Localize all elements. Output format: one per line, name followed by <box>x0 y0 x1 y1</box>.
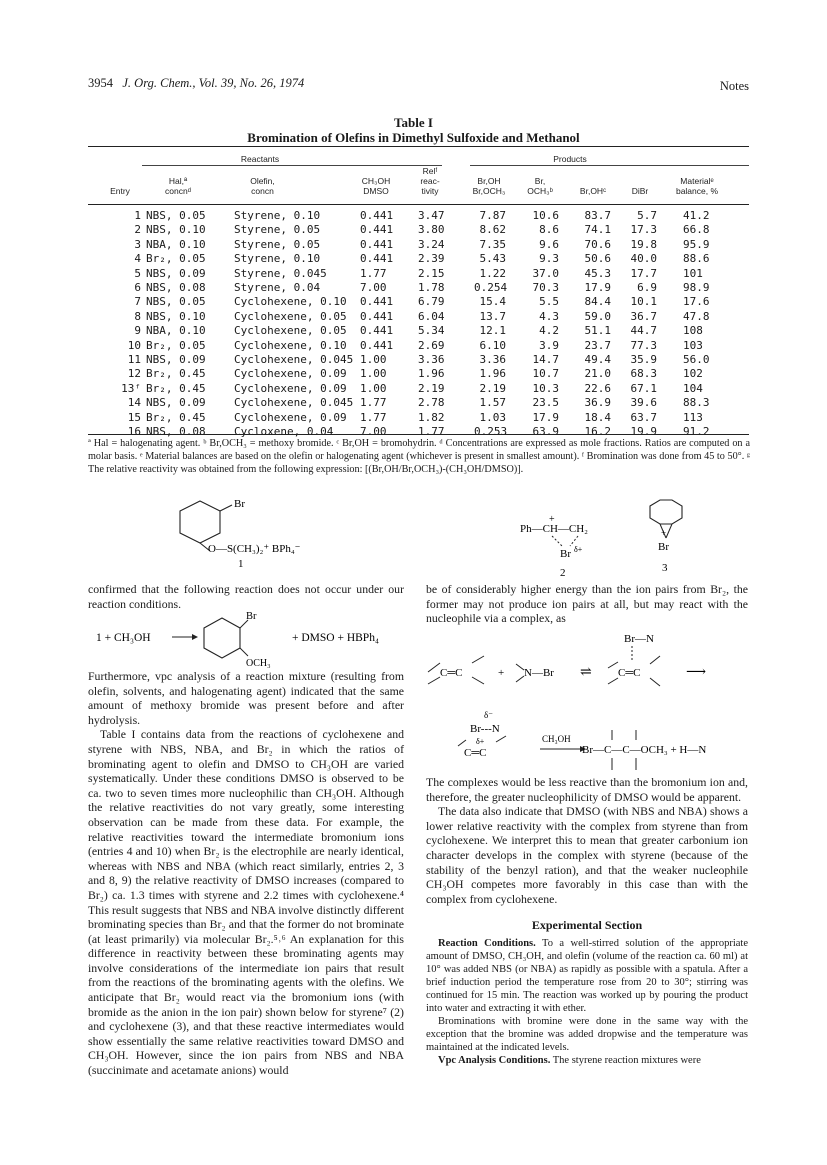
cell-entry: 15 <box>127 410 141 424</box>
cell-broh: 74.1 <box>584 223 611 237</box>
cell-mat: 102 <box>683 367 703 381</box>
cell-olefin: Styrene, 0.10 <box>234 209 321 222</box>
s2-delta: δ+ <box>574 545 583 554</box>
cell-brochh: 3.9 <box>539 338 559 352</box>
cell-dibr: 6.9 <box>637 281 657 294</box>
cell-broh: 21.0 <box>584 367 611 381</box>
cell-entry: 7 <box>134 295 141 309</box>
cell-entry: 16 <box>127 425 141 438</box>
cell-hal: Br₂, 0.45 <box>146 381 206 395</box>
table-row <box>88 252 749 266</box>
cell-hal: Br₂, 0.45 <box>146 367 206 381</box>
cell-hal: NBS, 0.05 <box>146 295 206 309</box>
cell-ch3oh: 7.00 <box>360 281 387 294</box>
cell-ch3oh: 1.77 <box>360 266 387 280</box>
cell-olefin: Cyclohexene, 0.09 <box>234 410 347 424</box>
cell-broh: 22.6 <box>584 381 611 395</box>
cell-olefin: Cyclohexene, 0.05 <box>234 309 347 323</box>
structure-3 <box>640 496 690 578</box>
cell-olefin: Cycloxene, 0.04 <box>234 425 334 438</box>
cell-mat: 98.9 <box>683 281 710 294</box>
cell-mat: 91.2 <box>683 425 710 438</box>
cell-dibr: 44.7 <box>630 324 657 338</box>
cell-brochh: 17.9 <box>532 410 559 424</box>
cell-olefin: Styrene, 0.04 <box>234 281 321 294</box>
reaction-scheme <box>428 632 748 782</box>
cell-mat: 113 <box>683 410 703 424</box>
col-dibr: DiBr <box>631 186 649 196</box>
cell-broh-ratio: 13.7 <box>479 309 506 323</box>
cell-rel: 3.36 <box>418 353 445 366</box>
group-reactants: Reactants <box>240 154 280 164</box>
cell-entry: 1 <box>134 209 141 222</box>
scheme-brn: Br—N <box>624 633 654 645</box>
cell-entry: 12 <box>127 367 141 381</box>
cell-olefin: Styrene, 0.045 <box>234 266 327 280</box>
scheme-olefin-2: C═C <box>464 747 487 759</box>
cell-rel: 6.79 <box>418 295 445 309</box>
cell-hal: NBS, 0.05 <box>146 209 206 222</box>
left-column-body <box>88 669 404 1078</box>
table-caption: Bromination of Olefins in Dimethyl Sulfoxide and Methanol <box>247 130 580 145</box>
scheme-ch3oh: CH₃OH <box>542 734 571 744</box>
cell-rel: 1.96 <box>418 367 445 381</box>
structure-2 <box>520 512 630 582</box>
section-label: Notes <box>719 79 749 93</box>
left-column <box>88 582 404 611</box>
cell-dibr: 36.7 <box>630 309 657 323</box>
table-row <box>88 353 749 367</box>
cell-broh: 70.6 <box>584 237 611 251</box>
right-column <box>426 582 748 626</box>
cell-entry: 11 <box>127 353 141 366</box>
cell-broh-ratio: 8.62 <box>479 223 506 237</box>
cell-hal: NBS, 0.09 <box>146 266 206 280</box>
cell-broh-ratio: 15.4 <box>479 295 506 309</box>
cell-broh-ratio: 2.19 <box>479 381 506 395</box>
cell-entry: 3 <box>134 237 141 251</box>
table-title <box>0 115 827 145</box>
s2-br: Br <box>560 548 571 560</box>
cell-entry: 6 <box>134 281 141 294</box>
structure-1 <box>160 496 320 576</box>
cell-dibr: 10.1 <box>630 295 657 309</box>
cell-brochh: 14.7 <box>532 353 559 366</box>
cell-olefin: Styrene, 0.05 <box>234 223 321 237</box>
col-olefin: Olefin, concn <box>250 176 275 196</box>
cell-dibr: 19.9 <box>630 425 657 438</box>
table-row <box>88 339 749 353</box>
left-para-2: Furthermore, vpc analysis of a reaction mixture (resulting from olefin, solvents, and halogenating agent) indicated that the same amount of methoxy bromide was present before and after hydrolysis. <box>88 669 404 727</box>
table-row <box>88 267 749 281</box>
cell-ch3oh: 1.77 <box>360 410 387 424</box>
cell-broh-ratio: 3.36 <box>479 353 506 366</box>
cell-dibr: 77.3 <box>630 338 657 352</box>
cell-mat: 103 <box>683 338 703 352</box>
cell-entry: 10 <box>127 338 141 352</box>
scheme-nbr: N—Br <box>524 667 554 679</box>
cell-broh: 23.7 <box>584 338 611 352</box>
cell-brochh: 70.3 <box>532 281 559 294</box>
running-header <box>88 76 304 91</box>
bromine-conditions-para: Brominations with bromine were done in the same way with the exception that the bromine was added dropwise and the temperature was maintained at the indicated levels. <box>426 1015 748 1053</box>
cell-broh-ratio: 0.253 <box>474 425 508 438</box>
cell-mat: 95.9 <box>683 237 710 251</box>
s2-plus: + <box>549 514 555 525</box>
cell-broh: 45.3 <box>584 266 611 280</box>
left-para-1: confirmed that the following reaction does not occur under our reaction conditions. <box>88 582 404 611</box>
cell-dibr: 68.3 <box>630 367 657 381</box>
cell-hal: NBS, 0.09 <box>146 396 206 410</box>
table-number: Table I <box>394 115 433 130</box>
cell-brochh: 4.2 <box>539 324 559 338</box>
cell-dibr: 63.7 <box>630 410 657 424</box>
table-row <box>88 209 749 223</box>
cell-mat: 56.0 <box>683 353 710 366</box>
cell-brochh: 23.5 <box>532 396 559 410</box>
cell-entry: 8 <box>134 309 141 323</box>
cell-rel: 3.24 <box>418 237 445 251</box>
cell-broh-ratio: 12.1 <box>479 324 506 338</box>
s2-chain: Ph—CH—CH₂ <box>520 523 589 535</box>
scheme-olefin-complex: C═C <box>618 667 641 679</box>
cell-broh-ratio: 7.87 <box>479 209 506 222</box>
col-hal: Hal,ª concnᵈ <box>165 176 191 196</box>
table-row <box>88 310 749 324</box>
cell-brochh: 4.3 <box>539 309 559 323</box>
cell-entry: 14 <box>127 396 141 410</box>
cell-hal: NBA, 0.10 <box>146 237 206 251</box>
cell-olefin: Styrene, 0.10 <box>234 252 321 266</box>
cell-hal: Br₂, 0.05 <box>146 252 206 266</box>
cell-hal: NBA, 0.10 <box>146 324 206 338</box>
cell-rel: 3.80 <box>418 223 445 237</box>
cell-rel: 1.82 <box>418 410 445 424</box>
cell-mat: 88.6 <box>683 252 710 266</box>
cell-brochh: 5.5 <box>539 295 559 309</box>
cell-ch3oh: 0.441 <box>360 223 394 237</box>
s3-br: Br <box>658 541 669 553</box>
col-brochh: Br, OCH₃ᵇ <box>527 176 553 196</box>
cell-entry: 13ᶠ <box>121 381 141 395</box>
cell-broh-ratio: 5.43 <box>479 252 506 266</box>
cell-hal: NBS, 0.10 <box>146 309 206 323</box>
col-material: Materialᵉ balance, % <box>675 176 719 196</box>
cell-brochh: 10.7 <box>532 367 559 381</box>
products-rule <box>470 165 749 166</box>
group-products: Products <box>553 154 587 164</box>
table-row <box>88 411 749 425</box>
cell-entry: 4 <box>134 252 141 266</box>
journal-citation: J. Org. Chem., Vol. 39, No. 26, 1974 <box>122 76 305 90</box>
scheme-delta-minus: δ⁻ <box>484 710 493 720</box>
cell-broh: 59.0 <box>584 309 611 323</box>
cell-brochh: 37.0 <box>532 266 559 280</box>
cell-broh: 50.6 <box>584 252 611 266</box>
scheme-plus: + <box>498 667 505 679</box>
right-para-2: The complexes would be less reactive than the bromonium ion and, therefore, the greater nucleophilicity of DMSO would be apparent. <box>426 775 748 804</box>
equation-hydrolysis <box>96 610 396 670</box>
table-row <box>88 382 749 396</box>
table-row <box>88 367 749 381</box>
cell-ch3oh: 1.00 <box>360 367 387 381</box>
cell-broh-ratio: 1.96 <box>479 367 506 381</box>
cell-olefin: Cyclohexene, 0.09 <box>234 367 347 381</box>
cell-broh-ratio: 7.35 <box>479 237 506 251</box>
vpc-lead: Vpc Analysis Conditions. <box>438 1054 551 1066</box>
cell-rel: 1.77 <box>418 425 445 438</box>
table-row <box>88 324 749 338</box>
cell-ch3oh: 0.441 <box>360 324 394 338</box>
cell-mat: 66.8 <box>683 223 710 237</box>
cell-dibr: 5.7 <box>637 209 657 222</box>
cell-broh-ratio: 1.57 <box>479 396 506 410</box>
cell-ch3oh: 0.441 <box>360 309 394 323</box>
cell-entry: 2 <box>134 223 141 237</box>
cell-mat: 88.3 <box>683 396 710 410</box>
table-header-rule <box>88 204 749 205</box>
cell-hal: NBS, 0.09 <box>146 353 206 366</box>
table-row <box>88 396 749 410</box>
cell-hal: NBS, 0.10 <box>146 223 206 237</box>
cell-brochh: 10.3 <box>532 381 559 395</box>
cell-rel: 6.04 <box>418 309 445 323</box>
cell-broh: 49.4 <box>584 353 611 366</box>
cell-rel: 2.19 <box>418 381 445 395</box>
cell-dibr: 40.0 <box>630 252 657 266</box>
table-row <box>88 238 749 252</box>
cell-broh: 16.2 <box>584 425 611 438</box>
cell-dibr: 67.1 <box>630 381 657 395</box>
cell-rel: 2.15 <box>418 266 445 280</box>
cell-broh: 17.9 <box>584 281 611 294</box>
cell-mat: 108 <box>683 324 703 338</box>
cell-rel: 2.39 <box>418 252 445 266</box>
cell-ch3oh: 1.00 <box>360 381 387 395</box>
scheme-brn2: Br---N <box>470 723 500 735</box>
left-para-3: Table I contains data from the reactions of cyclohexene and styrene with NBS, NBA, and Br₂ in which the ratios of brominating agent to olefin and DMSO to CH₃OH are varied systematically. Under these conditions DMSO is observed to be ca. two to seven times more nucleophilic than CH₃OH. Although the relative reactivities do not vary greatly, some interesting observation can be made from these data. For example, the relative reactivities toward the intermediate bromonium ions (entries 4 and 10) when Br₂ is the electrophile are nearly identical, whereas with NBS and NBA (which react similarly, entries 2, 3 and 8, 9) the relative reactivity of DMSO increases (compared to Br₂) ca. 1.3 times with styrene and 2.2 times with cyclohexene.⁴ This result suggests that NBS and NBA involve distinctly different brominating species than Br₂ and that the former do not brominate (at least primarily) via molecular Br₂.⁵˒⁶ An explanation for this difference in reactivity between these brominating agents may involve considerations of the intermediate ion pairs that result from the reactions of the brominating agents with the olefins. We anticipate that Br₂ would react via the bromonium ions (with bromide as the anion in the ion pair) shown below for styrene⁷ (2) and cyclohexene (3), and that these reactive intermediates would show essentially the same relative reactivities toward DMSO and CH₃OH. However, since the ion pairs from NBS and NBA (succinimate and acetamate anions) would <box>88 727 404 1078</box>
scheme-olefin: C═C <box>440 667 463 679</box>
table-row <box>88 223 749 237</box>
reactants-rule <box>142 165 442 166</box>
col-ch3oh: CH₃OH DMSO <box>361 176 391 196</box>
right-para-1: be of considerably higher energy than the ion pairs from Br₂, the former may not produce ion pairs at all, but may react with the nucleophile via a complex, as <box>426 582 748 626</box>
right-para-3: The data also indicate that DMSO (with NBS and NBA) shows a lower relative reactivity with the complex from styrene than from cyclohexene. We interpret this to mean that greater carbonium ion character develops in the complex with styrene (because of the stability of the benzyl ration), and that the weaker nucleophile CH₃OH competes more favorably in this case than with the complex from cyclohexene. <box>426 804 748 906</box>
cell-rel: 1.78 <box>418 281 445 294</box>
eq-br: Br <box>246 611 257 622</box>
cell-olefin: Cyclohexene, 0.10 <box>234 295 347 309</box>
cell-hal: Br₂, 0.05 <box>146 338 206 352</box>
s1-substituent: O—S(CH₃)₂⁺ BPh₄⁻ <box>208 543 301 555</box>
table-top-rule <box>88 146 749 147</box>
s1-br: Br <box>234 498 245 510</box>
eq-och3: OCH₃ <box>246 658 271 669</box>
cell-rel: 2.78 <box>418 396 445 410</box>
s3-number: 3 <box>662 562 668 574</box>
cell-ch3oh: 1.00 <box>360 353 387 366</box>
cell-ch3oh: 0.441 <box>360 338 394 352</box>
cell-dibr: 19.8 <box>630 237 657 251</box>
rc-lead: Reaction Conditions. <box>438 937 536 949</box>
cell-broh-ratio: 1.03 <box>479 410 506 424</box>
scheme-delta-plus: δ+ <box>476 737 485 746</box>
cell-brochh: 10.6 <box>532 209 559 222</box>
cell-brochh: 9.6 <box>539 237 559 251</box>
cell-mat: 47.8 <box>683 309 710 323</box>
cell-brochh: 8.6 <box>539 223 559 237</box>
cell-broh: 18.4 <box>584 410 611 424</box>
right-column-body <box>426 775 748 1067</box>
cell-dibr: 17.3 <box>630 223 657 237</box>
vpc-text: The styrene reaction mixtures were <box>552 1054 701 1066</box>
eq-lhs: 1 + CH₃OH <box>96 632 151 644</box>
cell-ch3oh: 0.441 <box>360 252 394 266</box>
experimental-heading: Experimental Section <box>531 918 643 933</box>
s1-number: 1 <box>238 558 244 570</box>
cell-hal: NBS, 0.08 <box>146 281 206 294</box>
cell-brochh: 9.3 <box>539 252 559 266</box>
cell-mat: 41.2 <box>683 209 710 222</box>
cell-broh: 84.4 <box>584 295 611 309</box>
scheme-arrow: ⟶ <box>686 665 707 680</box>
eq-rhs: + DMSO + HBPh₄ <box>292 632 379 644</box>
cell-dibr: 17.7 <box>630 266 657 280</box>
cell-entry: 5 <box>134 266 141 280</box>
cell-ch3oh: 0.441 <box>360 237 394 251</box>
rc-text: To a well-stirred solution of the appropriate amount of DMSO, CH₃OH, and olefin (volume of the reaction ca. 60 ml) at 10° was added NBS (or NBA) as rapidly as possible with a spatula. After a brief induction period the temperature rose from 20 to 30°; stirring was continued for 15 min. The reaction was worked up by pouring the product into water and extracting it with ether. <box>426 937 748 1014</box>
reaction-conditions-para <box>426 937 748 1015</box>
cell-olefin: Cyclohexene, 0.09 <box>234 381 347 395</box>
cell-dibr: 39.6 <box>630 396 657 410</box>
cell-broh-ratio: 0.254 <box>474 281 508 294</box>
table-row <box>88 281 749 295</box>
col-entry: Entry <box>110 186 130 196</box>
vpc-para <box>426 1054 748 1067</box>
cell-mat: 17.6 <box>683 295 710 309</box>
col-broh: Br,OHᶜ <box>579 186 607 196</box>
cell-olefin: Cyclohexene, 0.10 <box>234 338 347 352</box>
cell-olefin: Cyclohexene, 0.045 <box>234 396 354 410</box>
table-row <box>88 295 749 309</box>
table-bottom-rule <box>88 434 749 435</box>
s3-plus: + <box>661 528 667 538</box>
cell-ch3oh: 0.441 <box>360 209 394 222</box>
cell-mat: 104 <box>683 381 703 395</box>
cell-ch3oh: 7.00 <box>360 425 387 438</box>
cell-mat: 101 <box>683 266 703 280</box>
cell-brochh: 63.9 <box>532 425 559 438</box>
cell-hal: NBS, 0.08 <box>146 425 206 438</box>
cell-rel: 2.69 <box>418 338 445 352</box>
scheme-product: Br—C—C—OCH₃ + H—N <box>582 744 707 756</box>
cell-broh-ratio: 6.10 <box>479 338 506 352</box>
cell-rel: 5.34 <box>418 324 445 338</box>
col-rel-reactivity: Relᶠ reac- tivity <box>420 166 440 196</box>
page-number: 3954 <box>88 76 113 90</box>
cell-broh: 51.1 <box>584 324 611 338</box>
s2-number: 2 <box>560 567 566 579</box>
cell-olefin: Styrene, 0.05 <box>234 237 321 251</box>
cell-ch3oh: 0.441 <box>360 295 394 309</box>
cell-olefin: Cyclohexene, 0.05 <box>234 324 347 338</box>
cell-olefin: Cyclohexene, 0.045 <box>234 353 354 366</box>
table-footnotes: ª Hal = halogenating agent. ᵇ Br,OCH₃ = methoxy bromide. ᶜ Br,OH = bromohydrin. ᵈ Concentrations are expressed as mole fractions. Ratios are computed on a molar basis. ᵉ Material balances are based on the olefin or halogenating agent (whichever is present in smallest amount). ᶠ Bromination was done from 45 to 50°. ᵍ The relative reactivity was obtained from the following expression: [(Br,OH/Br,OCH₃)-(CH₃OH/DMSO)]. <box>88 438 750 475</box>
cell-ch3oh: 1.77 <box>360 396 387 410</box>
cell-broh: 36.9 <box>584 396 611 410</box>
col-broh-ratio: Br,OH Br,OCH₃ <box>472 176 506 196</box>
cell-rel: 3.47 <box>418 209 445 222</box>
cell-entry: 9 <box>134 324 141 338</box>
cell-broh: 83.7 <box>584 209 611 222</box>
scheme-equilibrium: ⇌ <box>580 665 592 680</box>
cell-hal: Br₂, 0.45 <box>146 410 206 424</box>
cell-broh-ratio: 1.22 <box>479 266 506 280</box>
cell-dibr: 35.9 <box>630 353 657 366</box>
